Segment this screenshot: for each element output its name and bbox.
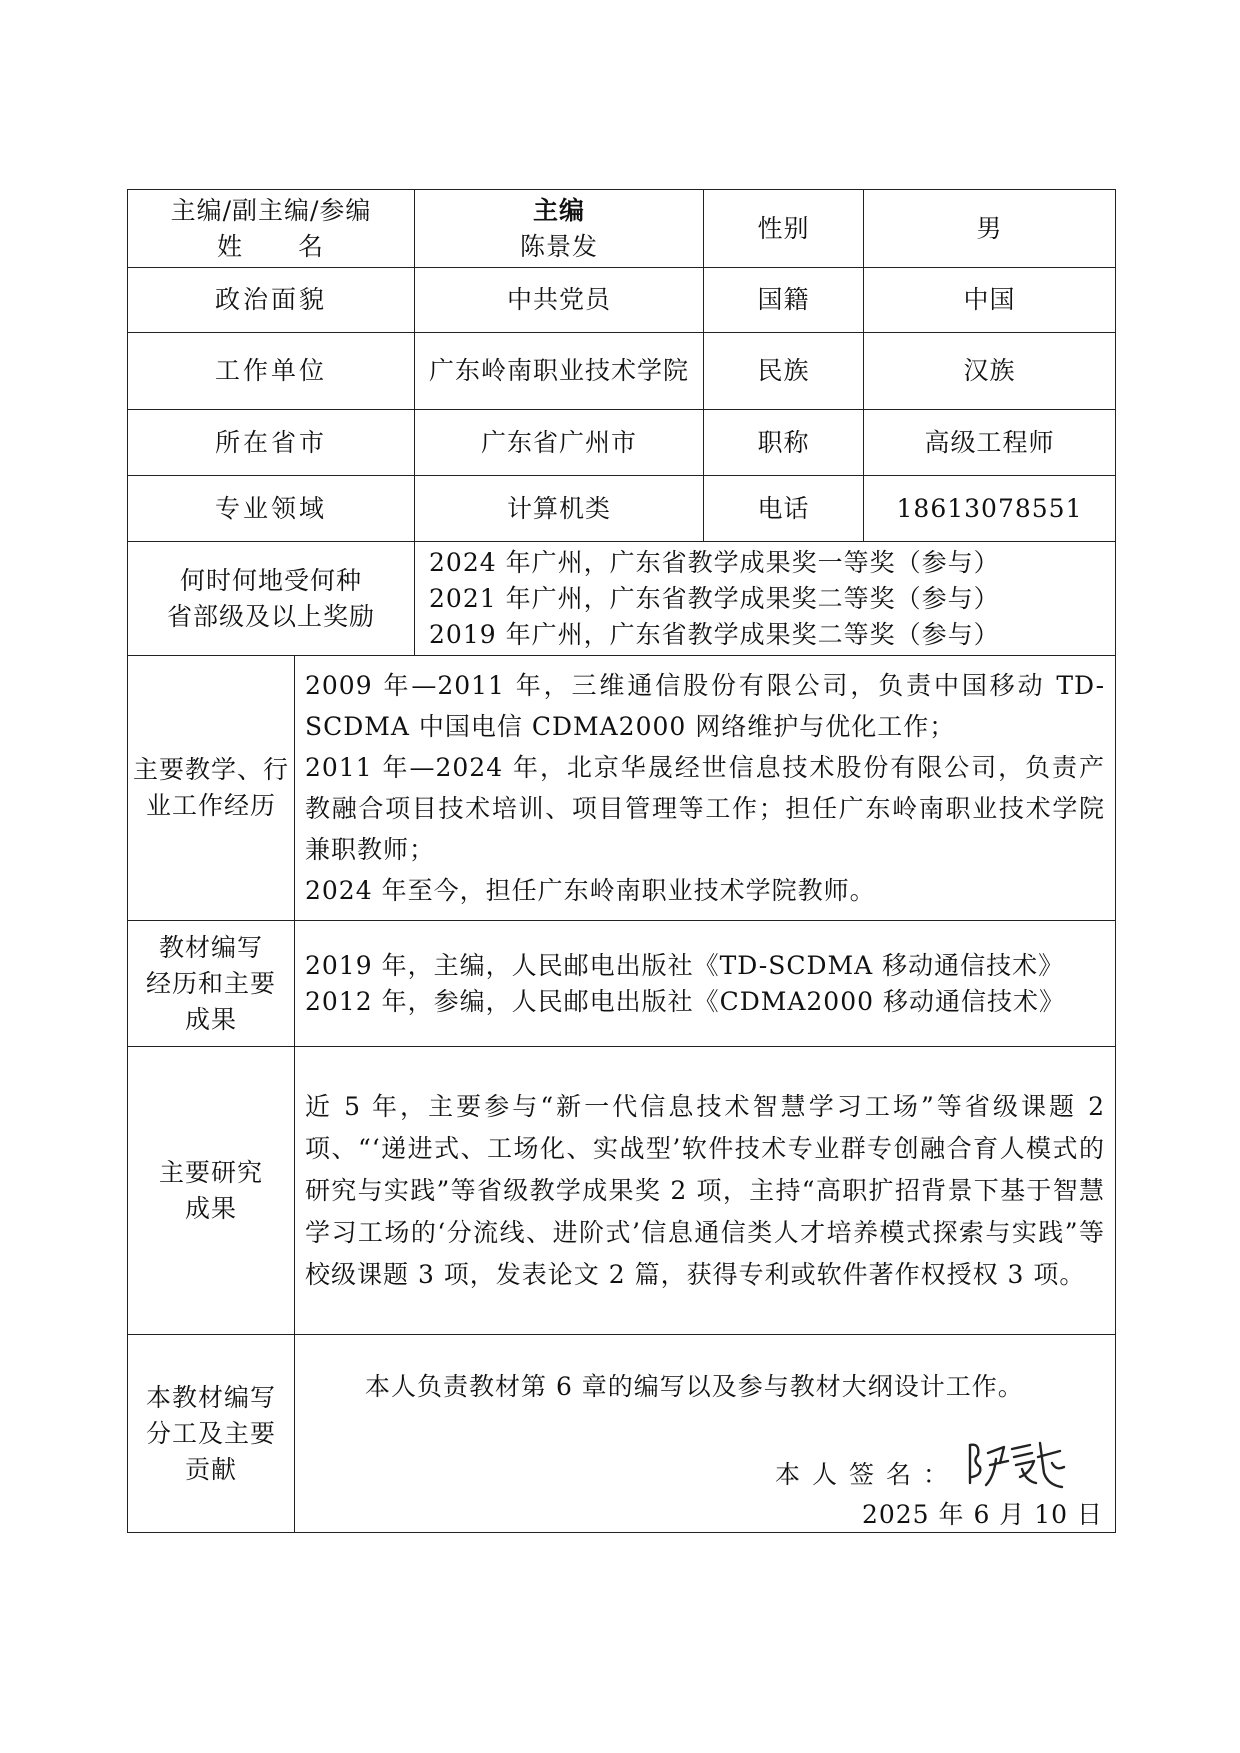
row-contribution bbox=[128, 1335, 1116, 1533]
political-value: 中共党员 bbox=[415, 268, 704, 333]
field-label: 专业领域 bbox=[128, 476, 415, 542]
handwritten-signature bbox=[960, 1433, 1070, 1493]
role-value: 主编 bbox=[533, 195, 586, 225]
research-label-line: 主要研究 bbox=[158, 1157, 263, 1187]
contribution-label-line: 贡献 bbox=[184, 1454, 237, 1484]
title-label: 职称 bbox=[704, 410, 864, 476]
field-value: 计算机类 bbox=[415, 476, 704, 542]
experience-item: 2011 年—2024 年，北京华晟经世信息技术股份有限公司，负责产教融合项目技术培训、项目管理等工作；担任广东岭南职业技术学院兼职教师； bbox=[305, 753, 1106, 864]
ethnicity-label: 民族 bbox=[704, 333, 864, 410]
experience-label-line: 业工作经历 bbox=[145, 791, 276, 820]
contribution-label-line: 分工及主要 bbox=[145, 1418, 276, 1448]
award-item: 2021 年广州，广东省教学成果奖二等奖（参与） bbox=[429, 583, 1000, 613]
row-research bbox=[128, 1047, 1116, 1335]
textbook-item: 2019 年，主编，人民邮电出版社《TD-SCDMA 移动通信技术》 bbox=[305, 950, 1065, 980]
awards-label-cell bbox=[128, 542, 415, 656]
row-field bbox=[128, 476, 1116, 542]
award-item: 2024 年广州，广东省教学成果奖一等奖（参与） bbox=[429, 547, 1000, 577]
contribution-block bbox=[295, 1335, 1115, 1532]
location-label: 所在省市 bbox=[128, 410, 415, 476]
row-name bbox=[128, 190, 1116, 268]
experience-item: 2009 年—2011 年，三维通信股份有限公司，负责中国移动 TD-SCDMA 中国电信 CDMA2000 网络维护与优化工作； bbox=[305, 671, 1106, 741]
experience-label-line: 主要教学、行 bbox=[132, 755, 289, 784]
award-item: 2019 年广州，广东省教学成果奖二等奖（参与） bbox=[429, 619, 1000, 649]
textbook-label-cell bbox=[128, 921, 295, 1047]
editor-info-table bbox=[127, 189, 1116, 1533]
textbook-label-line: 成果 bbox=[184, 1004, 237, 1034]
awards-label-line: 何时何地受何种 bbox=[180, 565, 363, 595]
work-unit-value: 广东岭南职业技术学院 bbox=[415, 333, 704, 410]
experience-label-cell bbox=[128, 656, 295, 921]
row-political bbox=[128, 268, 1116, 333]
phone-label: 电话 bbox=[704, 476, 864, 542]
signature-date: 2025 年 6 月 10 日 bbox=[861, 1500, 1104, 1529]
row-experience bbox=[128, 656, 1116, 921]
ethnicity-value: 汉族 bbox=[864, 333, 1116, 410]
location-value: 广东省广州市 bbox=[415, 410, 704, 476]
experience-cell bbox=[295, 656, 1116, 921]
contribution-cell bbox=[295, 1335, 1116, 1533]
name-value: 陈景发 bbox=[520, 231, 599, 261]
textbook-item: 2012 年，参编，人民邮电出版社《CDMA2000 移动通信技术》 bbox=[305, 986, 1065, 1016]
title-value: 高级工程师 bbox=[864, 410, 1116, 476]
contribution-label-line: 本教材编写 bbox=[145, 1382, 276, 1412]
phone-value: 18613078551 bbox=[864, 476, 1116, 542]
research-cell: 近 5 年，主要参与“新一代信息技术智慧学习工场”等省级课题 2 项、“‘递进式、工场化、实战型’软件技术专业群专创融合育人模式的研究与实践”等省级教学成果奖 2 项，主持“高职扩招背景下基于智慧学习工场的‘分流线、进阶式’信息通信类人才培养模式探索与实践”等校级课题 3 项，发表论文 2 篇，获得专利或软件著作权授权 3 项。 bbox=[295, 1047, 1116, 1335]
textbook-label-line: 教材编写 bbox=[158, 932, 263, 962]
contribution-text: 本人负责教材第 6 章的编写以及参与教材大纲设计工作。 bbox=[365, 1372, 1024, 1401]
gender-value: 男 bbox=[864, 190, 1116, 268]
row-location bbox=[128, 410, 1116, 476]
row-textbooks bbox=[128, 921, 1116, 1047]
nationality-label: 国籍 bbox=[704, 268, 864, 333]
signature-label: 本人签名： bbox=[775, 1460, 961, 1489]
role-name-cell bbox=[415, 190, 704, 268]
contribution-label-cell bbox=[128, 1335, 295, 1533]
row-work-unit bbox=[128, 333, 1116, 410]
awards-cell bbox=[415, 542, 1116, 656]
role-label: 主编/副主编/参编 bbox=[170, 195, 372, 225]
research-label-line: 成果 bbox=[184, 1193, 237, 1223]
research-label-cell bbox=[128, 1047, 295, 1335]
gender-label: 性别 bbox=[704, 190, 864, 268]
name-label: 姓 名 bbox=[217, 231, 326, 261]
row-awards bbox=[128, 542, 1116, 656]
awards-label-line: 省部级及以上奖励 bbox=[167, 601, 376, 631]
work-unit-label: 工作单位 bbox=[128, 333, 415, 410]
experience-item: 2024 年至今，担任广东岭南职业技术学院教师。 bbox=[305, 876, 876, 905]
role-label-cell bbox=[128, 190, 415, 268]
application-form bbox=[127, 189, 1115, 1533]
textbook-label-line: 经历和主要 bbox=[145, 968, 276, 998]
political-label: 政治面貌 bbox=[128, 268, 415, 333]
textbooks-cell bbox=[295, 921, 1116, 1047]
nationality-value: 中国 bbox=[864, 268, 1116, 333]
